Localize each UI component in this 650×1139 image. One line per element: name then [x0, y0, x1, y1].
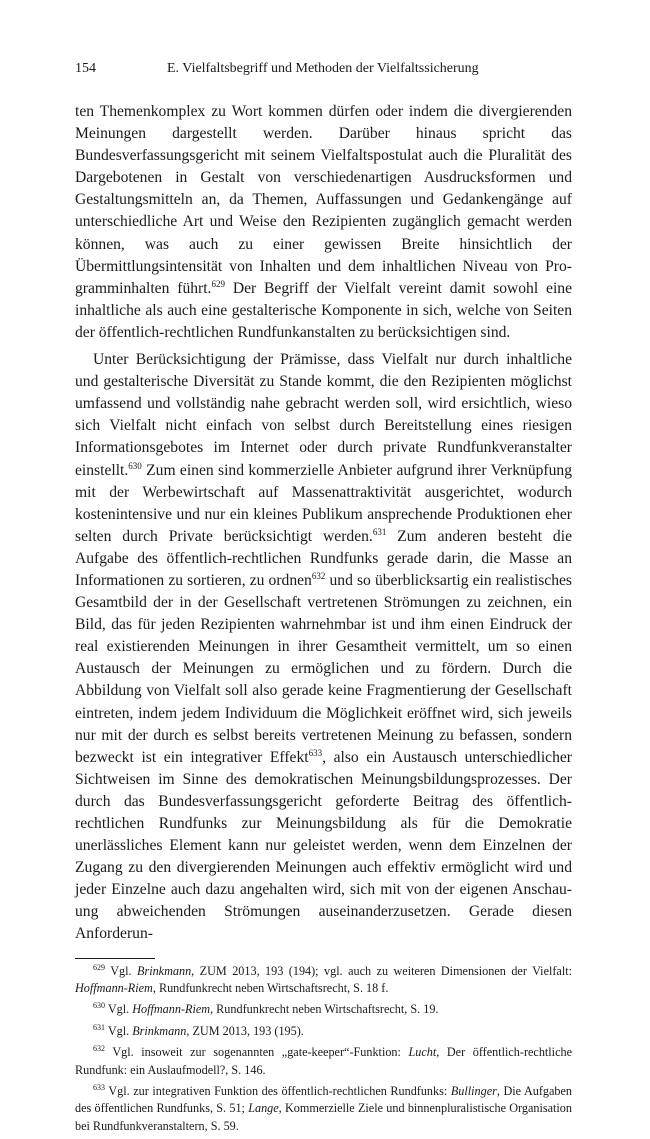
paragraph-text: ten Themenkomplex zu Wort kommen dürfen oder indem die divergierenden Meinungen dargestellt werden. Darüber hinaus spricht das Bundesverfassungsgericht mit seinem Vielfaltspostulat auch die Pluralität des Dargebotenen in Gestalt von verschiedenartigen Ausdrucksformen und Gestaltungsmitteln an, da Themen, Auffassungen und Gedankengänge auf unterschiedliche Art und Weise den Rezipienten zugänglich gemacht werden können, was auch zu einer gewissen Breite hinsichtlich der Übermittlungsintensität von Inhalten und dem inhaltlichen Niveau von Programminhalten führt.: [75, 103, 572, 297]
footnote-630: [75, 1001, 572, 1018]
footnote-number: 629: [93, 962, 105, 972]
footnote-number: 630: [93, 1001, 105, 1011]
footnote-reference: 633: [308, 747, 323, 758]
footnotes: [75, 963, 572, 1136]
paragraph-text: Zum einen sind kommerzielle Anbieter aufgrund ihrer Verknüpfung mit der Werbewirtschaft auf Massenattraktivität ausgerichtet, wodurch kostenintensive und nur ein kleines Publikum ansprechende Produktionen eher selten durch Private berücksichtigt werden.: [75, 461, 572, 545]
footnote-text: Vgl.: [105, 1023, 133, 1038]
footnote-number: 633: [93, 1083, 105, 1092]
footnote-divider: [75, 958, 155, 959]
footnote-reference: 631: [372, 526, 387, 537]
cited-author: Lange: [248, 1101, 279, 1116]
paragraph-text: und so überblicksartig ein realistisches Gesamtbild der in der Gesellschaft vertretenen Strömungen zu zeichnen, ein Bild, das für jeden Rezipienten wahrnehmbar ist und ihm einen Eindruck der real existierenden Meinungen in ihrer Gesamtheit vermittelt, um so einen Austausch der Meinungen zu ermöglichen und zu fördern. Durch die Abbildung von Vielfalt soll also gerade keine Fragmentierung der Gesellschaft eintreten, indem jedem Individuum die Möglichkeit eröffnet wird, sich jeweils nur mit der durch es selbst bereits vertretenen Meinung zu befassen, sondern bezweckt ist ein integrativer Effekt: [75, 571, 572, 766]
running-head: [75, 60, 572, 78]
footnote-text: Vgl. insoweit zur sogenannten „gate-keeper“-Funktion:: [105, 1045, 409, 1060]
cited-author: Lucht: [408, 1045, 437, 1060]
footnote-number: 632: [93, 1044, 105, 1054]
paragraph: [75, 101, 572, 344]
cited-author: Brinkmann: [137, 963, 192, 978]
book-page: [75, 60, 572, 1139]
paragraph-text: Unter Berücksichtigung der Prämisse, dass Vielfalt nur durch inhaltliche und gestalterische Diversität zu Stande kommt, die den Rezipienten möglichst umfassend und vollständig nahe gebracht werden soll, wird ersichtlich, wieso sich Vielfalt nicht einfach von selbst durch Bereitstellung eines riesigen Informationsgebotes im Internet oder durch private Rundfunkveranstalter einstellt.: [75, 351, 572, 479]
footnote-text: Vgl.: [105, 1002, 133, 1017]
body-text: [75, 101, 572, 946]
footnote-text: Vgl. zur integrativen Funktion des öffentlich-rechtlichen Rundfunks:: [105, 1084, 451, 1098]
footnote-text: , ZUM 2013, 193 (195).: [186, 1023, 304, 1038]
footnote-reference: 632: [311, 570, 326, 581]
cited-author: Hoffmann-Riem: [132, 1002, 211, 1017]
page-number: 154: [75, 61, 96, 76]
footnote-629: [75, 963, 572, 998]
footnote-text: , Die Aufgaben des öffentlichen Rundfunks, S. 51;: [75, 1084, 572, 1116]
footnote-text: Vgl.: [105, 963, 137, 978]
footnote-632: [75, 1044, 572, 1079]
footnote-633: [75, 1083, 572, 1135]
footnote-text: , Rundfunkrecht neben Wirtschaftsrecht, S. 19.: [210, 1002, 439, 1017]
paragraph-text: Zum anderen besteht die Aufgabe des öffentlich-rechtlichen Rundfunks gerade darin, die Masse an Informationen zu sortieren, zu ordnen: [75, 527, 572, 589]
chapter-title: E. Vielfaltsbegriff und Methoden der Vielfaltssicherung: [167, 61, 479, 76]
cited-author: Brinkmann: [132, 1023, 187, 1038]
paragraph-text: , also ein Austausch unterschiedlicher Sichtweisen im Sinne des demokratischen Meinungsbildungsprozesses. Der durch das Bundesverfassungsgericht geforderte Beitrag des öffentlich-rechtlichen Rundfunks zur Meinungsbildung als für die Demokratie unerlässliches Element kann nur geleistet werden, wenn dem Einzelnen der Zugang zu den divergierenden Meinungen auch effektiv ermöglicht wird und jeder Einzelne auch dazu angehalten wird, sich mit von der eigenen Anschauung abweichenden Strömungen auseinanderzusetzen. Gerade diesen Anforderun-: [75, 748, 572, 943]
footnote-text: , ZUM 2013, 193 (194); vgl. auch zu weiteren Dimensionen der Vielfalt:: [191, 963, 572, 978]
paragraph: [75, 349, 572, 946]
paragraph-text: Der Begriff der Vielfalt vereint damit sowohl eine inhaltliche als auch eine gestalterische Komponente in sich, welche von Seiten der öffentlich-rechtlichen Rundfunkanstalten zu berücksichtigen sind.: [75, 279, 572, 341]
footnote-number: 631: [93, 1022, 105, 1032]
footnote-reference: 630: [128, 460, 142, 471]
footnote-text: , Der öffentlich-rechtliche Rundfunk: ein Auslaufmodell?, S. 146.: [75, 1045, 572, 1077]
cited-author: Bullinger: [450, 1084, 497, 1098]
footnote-631: [75, 1023, 572, 1040]
footnote-reference: 629: [211, 278, 225, 289]
cited-author: Hoffmann-Riem: [75, 980, 153, 995]
footnote-text: , Kommerzielle Ziele und binnenpluralistische Organisation bei Rundfunkveranstaltern, S. 59.: [75, 1101, 572, 1133]
footnote-text: , Rundfunkrecht neben Wirtschaftsrecht, S. 18 f.: [152, 980, 389, 995]
